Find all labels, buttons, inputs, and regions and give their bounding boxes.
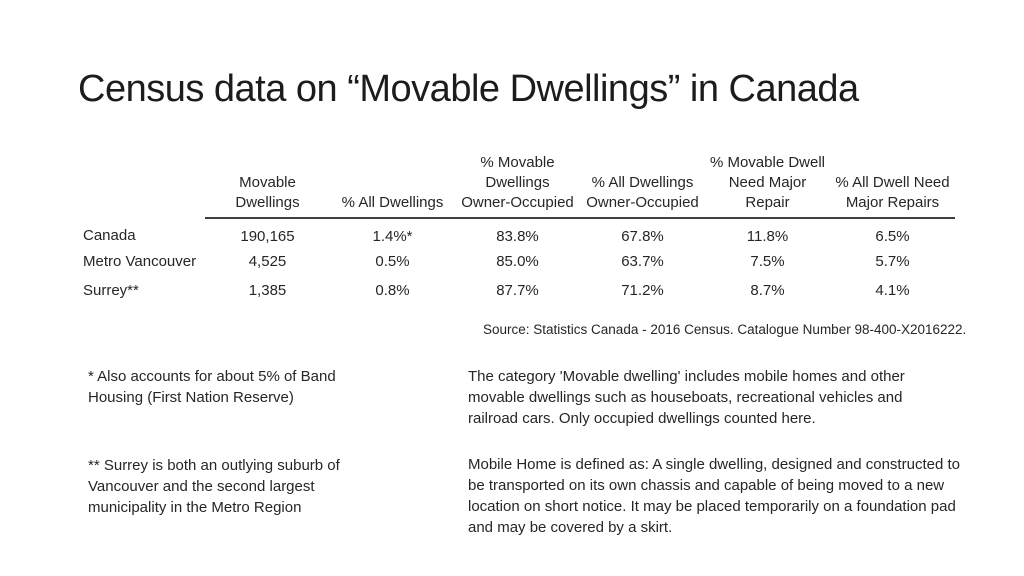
table-row-canada — [83, 218, 955, 247]
cell-surrey-pct-movable-major-repair: 8.7% — [750, 282, 785, 299]
definition-movable-dwelling: The category 'Movable dwelling' includes mobile homes and other movable dwellings such as houseboats, recreational vehicles and railroad cars. Only occupied dwellings counted here. — [468, 368, 905, 427]
column-header-pct-movable-owner-occupied: % Movable Dwellings Owner-Occupied — [455, 150, 580, 218]
cell-canada-pct-movable-owner-occupied: 83.8% — [496, 227, 539, 245]
footnote-surrey: ** Surrey is both an outlying suburb of Vancouver and the second largest municipality in the Metro Region — [88, 457, 340, 516]
column-header-blank — [83, 150, 205, 218]
cell-canada-movable-dwellings: 190,165 — [240, 227, 295, 245]
table-row-metro-vancouver — [83, 247, 955, 276]
cell-surrey-pct-movable-owner-occupied: 87.7% — [496, 282, 539, 299]
cell-surrey-movable-dwellings: 1,385 — [248, 282, 287, 299]
census-data-table — [83, 150, 955, 305]
cell-canada-pct-all-major-repairs: 6.5% — [875, 227, 910, 245]
column-header-pct-all-dwellings: % All Dwellings — [330, 150, 455, 218]
row-label-surrey: Surrey** — [83, 282, 139, 299]
cell-metro-movable-dwellings: 4,525 — [248, 253, 287, 270]
cell-metro-pct-all-owner-occupied: 63.7% — [621, 253, 664, 270]
table-row-surrey — [83, 276, 955, 305]
cell-surrey-pct-all-dwellings: 0.8% — [375, 282, 410, 299]
cell-canada-pct-movable-major-repair: 11.8% — [746, 227, 789, 245]
definition-mobile-home: Mobile Home is defined as: A single dwelling, designed and constructed to be transported on its own chassis and capable of being moved to a new location on short notice. It may be placed temporarily on a foundation pad and may be covered by a skirt. — [468, 456, 960, 536]
cell-metro-pct-movable-major-repair: 7.5% — [750, 253, 785, 270]
cell-metro-pct-movable-owner-occupied: 85.0% — [496, 253, 539, 270]
cell-metro-pct-all-major-repairs: 5.7% — [875, 253, 910, 270]
cell-canada-pct-all-dwellings: 1.4%* — [372, 227, 413, 245]
column-header-movable-dwellings: Movable Dwellings — [205, 150, 330, 218]
column-header-pct-all-major-repairs: % All Dwell Need Major Repairs — [830, 150, 955, 218]
source-note: Source: Statistics Canada - 2016 Census. Catalogue Number 98-400-X2016222. — [483, 322, 967, 337]
column-header-pct-all-owner-occupied: % All Dwellings Owner-Occupied — [580, 150, 705, 218]
column-header-pct-movable-major-repair: % Movable Dwell Need Major Repair — [705, 150, 830, 218]
slide-title: Census data on “Movable Dwellings” in Canada — [78, 68, 859, 110]
row-label-metro-vancouver: Metro Vancouver — [83, 253, 197, 270]
row-label-canada: Canada — [83, 227, 136, 244]
cell-surrey-pct-all-owner-occupied: 71.2% — [621, 282, 664, 299]
cell-surrey-pct-all-major-repairs: 4.1% — [875, 282, 910, 299]
cell-canada-pct-all-owner-occupied: 67.8% — [621, 227, 664, 245]
cell-metro-pct-all-dwellings: 0.5% — [375, 253, 410, 270]
table-header-row — [83, 150, 955, 218]
footnote-band-housing: * Also accounts for about 5% of Band Housing (First Nation Reserve) — [88, 368, 336, 406]
